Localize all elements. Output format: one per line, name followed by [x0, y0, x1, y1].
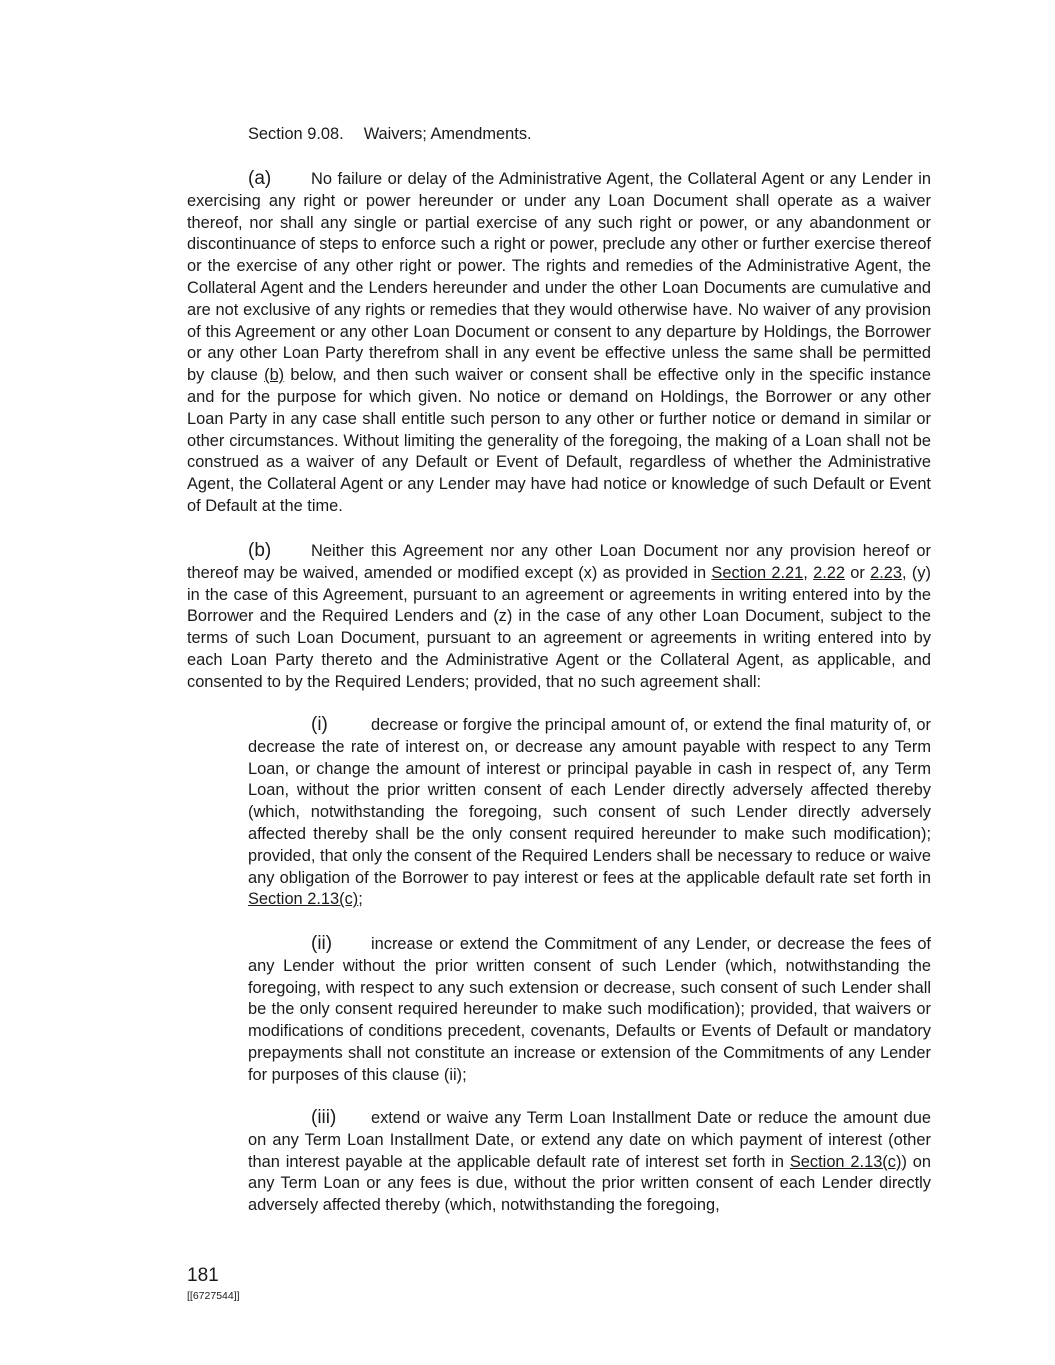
paragraph-a-text-continued: below, and then such waiver or consent shall be effective only in the specific instance and for the purpose for which given. No notice or demand on Holdings, the Borrower or any other Loan Party in any case shall entitle such person to any other or further notice or demand in similar or other circumstances. Without limiting the generality of the foregoing, the making of a Loan shall not be construed as a waiver of any Default or Event of Default, regardless of whether the Administrative Agent, the Collateral Agent or any Lender may have had notice or knowledge of such Default or Event of Default at the time. — [187, 366, 931, 515]
subparagraph-iii-label: (iii) — [311, 1107, 337, 1128]
paragraph-a-label: (a) — [248, 168, 272, 189]
subparagraph-ii-text: increase or extend the Commitment of any Lender, or decrease the fees of any Lender without the prior written consent of such Lender (which, notwithstanding the foregoing, with respect to any such extension or decrease, such consent of such Lender shall be the only consent required hereunder to make such modification); provided, that waivers or modifications of conditions precedent, covenants, Defaults or Events of Default or mandatory prepayments shall not constitute an increase or extension of the Commitments of any Lender for purposes of this clause (ii); — [248, 935, 931, 1084]
paragraph-b-separator-1: , — [803, 563, 814, 582]
paragraph-a-text: No failure or delay of the Administrative Agent, the Collateral Agent or any Lender in exercising any right or power hereunder or under any Loan Document shall operate as a waiver thereof, nor shall any single or partial exercise of any such right or power, or any abandonment or discontinuance of steps to enforce such a right or power, preclude any other or further exercise thereof or the exercise of any other right or power. The rights and remedies of the Administrative Agent, the Collateral Agent and the Lenders hereunder and under the other Loan Documents are cumulative and are not exclusive of any rights or remedies that they would otherwise have. No waiver of any provision of this Agreement or any other Loan Document or consent to any departure by Holdings, the Borrower or any other Loan Party therefrom shall in any event be effective unless the same shall be permitted by clause — [187, 170, 931, 385]
section-2-13c-reference-2: Section 2.13(c) — [789, 1152, 902, 1171]
paragraph-b-text: Neither this Agreement nor any other Loan Document nor any provision hereof or thereof may be waived, amended or modified except (x) as provided in — [187, 542, 931, 582]
subparagraph-ii-label: (ii) — [311, 933, 333, 954]
paragraph-b-separator-2: or — [845, 563, 871, 582]
subparagraph-i-text-end: ; — [358, 890, 363, 909]
paragraph-b-text-continued: , (y) in the case of this Agreement, pursuant to an agreement or agreements in writing entered into by the Borrower and the Required Lenders and (z) in the case of any other Loan Document, subject to the terms of such Loan Document, pursuant to an agreement or agreements in writing entered into by each Loan Party thereto and the Administrative Agent or the Collateral Agent, as applicable, and consented to by the Required Lenders; provided, that no such agreement shall: — [187, 563, 931, 691]
section-2-22-reference: 2.22 — [813, 563, 845, 582]
section-2-13c-reference: Section 2.13(c) — [248, 890, 359, 909]
paragraph-b — [187, 540, 931, 694]
subparagraph-i-text: decrease or forgive the principal amount of, or extend the final maturity of, or decrease the rate of interest on, or decrease any amount payable with respect to any Term Loan, or change the amount of interest or principal payable in cash in respect of, any Term Loan, without the prior written consent of each Lender directly adversely affected thereby (which, notwithstanding the foregoing, such consent of such Lender directly adversely affected thereby shall be the only consent required hereunder to make such modification); provided, that only the consent of the Required Lenders shall be necessary to reduce or waive any obligation of the Borrower to pay interest or fees at the applicable default rate set forth in — [248, 716, 931, 887]
section-title: Waivers; Amendments. — [363, 125, 532, 143]
subparagraph-i — [248, 714, 931, 911]
subparagraph-ii — [248, 933, 931, 1087]
subparagraph-i-label: (i) — [311, 714, 328, 735]
section-number: Section 9.08. — [248, 125, 344, 143]
subparagraph-iii-text: extend or waive any Term Loan Installment Date or reduce the amount due on any Term Loan Installment Date, or extend any date on which payment of interest (other than interest payable at the applicable default rate of interest set forth in — [248, 1109, 931, 1171]
paragraph-b-label: (b) — [248, 540, 272, 561]
subparagraph-iii-text-continued: ) on any Term Loan or any fees is due, without the prior written consent of each Lender directly adversely affected thereby (which, notwithstanding the foregoing, — [248, 1152, 931, 1215]
document-id: [[6727544]] — [187, 1290, 240, 1302]
subparagraph-iii — [248, 1107, 931, 1217]
section-2-21-reference: Section 2.21 — [711, 563, 804, 582]
section-heading — [248, 124, 532, 146]
section-2-23-reference: 2.23 — [870, 563, 903, 582]
page-number: 181 — [187, 1265, 219, 1286]
paragraph-a — [187, 168, 931, 518]
clause-b-reference: (b) — [264, 366, 285, 385]
